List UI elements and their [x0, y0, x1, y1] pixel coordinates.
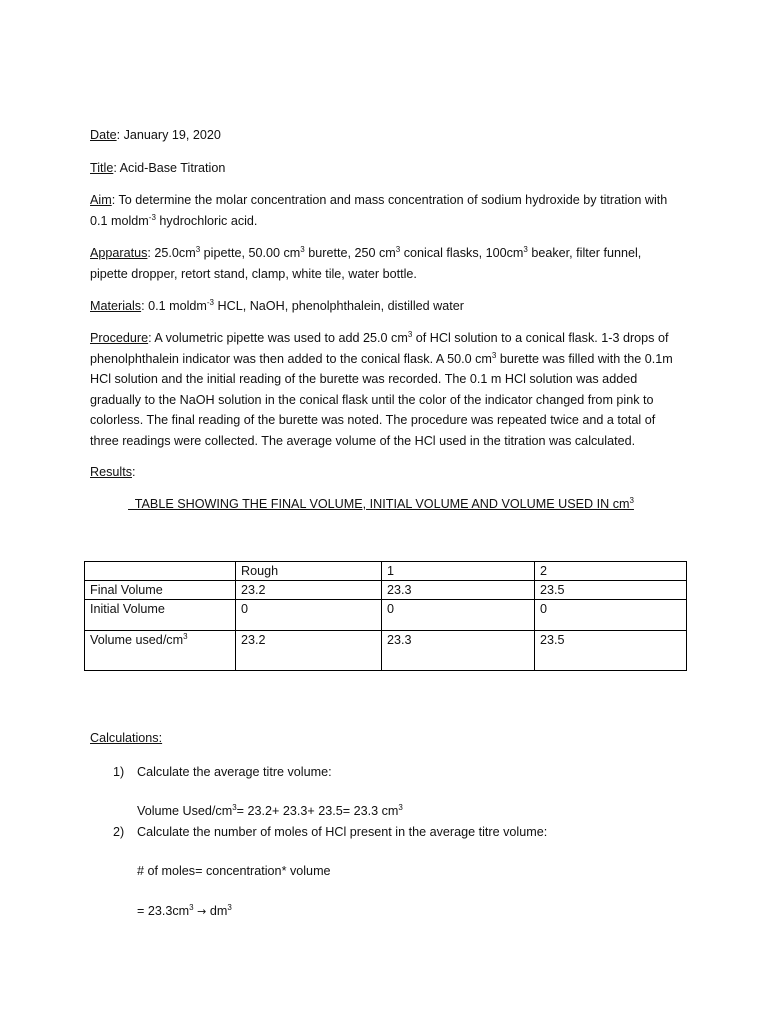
title-line [90, 158, 680, 179]
table-cell: 0 [236, 600, 382, 631]
table-cell: 23.2 [236, 631, 382, 671]
table-header-cell: 1 [382, 562, 535, 581]
aim-label: Aim [90, 193, 112, 207]
list-item-number: 2) [113, 825, 125, 839]
list-item-text: Calculate the average titre volume: [137, 765, 332, 779]
table-cell: 23.3 [382, 631, 535, 671]
table-row [85, 600, 687, 631]
row-label-initial-volume: Initial Volume [85, 600, 236, 631]
table-cell: 0 [535, 600, 687, 631]
apparatus-label: Apparatus [90, 246, 148, 260]
table-cell: 23.5 [535, 581, 687, 600]
calc-line-volume-used: Volume Used/$cm^3= 23.2+ 23.3+ 23.5= 23.3$ $cm^3$ [137, 803, 403, 818]
title-value: : Acid-Base Titration [113, 161, 226, 175]
table-cell: 23.5 [535, 631, 687, 671]
materials-paragraph: Materials: 0.1 moldm$^{-3}$ HCL, NaOH, phenolphthalein, distilled water [90, 298, 464, 313]
table-caption: TABLE SHOWING THE FINAL VOLUME, INITIAL VOLUME AND VOLUME USED IN $cm^3$ [128, 496, 634, 511]
table-row [85, 581, 687, 600]
calculations-heading: Calculations: [90, 731, 163, 745]
apparatus-paragraph: Apparatus: $25.0cm^3$ pipette, 50.00 $cm^3$ burette, 250 $cm^3$ conical flasks, $100cm^3$ beaker, filter funnel, pipette dropper, retort stand, clamp, white tile, water bottle. [90, 245, 642, 281]
materials-label: Materials [90, 299, 142, 313]
aim-paragraph: Aim: To determine the molar concentration and mass concentration of sodium hydroxide by titration with 0.1 moldm$^{-3}$ hydrochloric acid. [90, 193, 668, 228]
right-arrow-icon: → [197, 905, 207, 918]
results-label: Results [90, 465, 132, 479]
row-label-volume-used: Volume used/$cm^3$ [85, 631, 236, 671]
table-row [85, 631, 687, 671]
table-cell: 23.3 [382, 581, 535, 600]
table-cell: 0 [382, 600, 535, 631]
results-table [84, 561, 687, 671]
table-header-row [85, 562, 687, 581]
table-header-cell: Rough [236, 562, 382, 581]
calc-line-moles: # of moles= concentration* volume [137, 864, 331, 878]
date-label: Date [90, 128, 117, 142]
list-item-text: Calculate the number of moles of HCl present in the average titre volume: [137, 825, 548, 839]
procedure-paragraph: Procedure: A volumetric pipette was used to add 25.0 $cm^3$ of HCl solution to a conical flask. 1-3 drops of phenolphthalein indicator was then added to the conical flask. A 50.0 $cm^3$ burette was filled with the 0.1m HCl solution and the initial reading of the burette was recorded. The 0.1 m HCl solution was added gradually to the NaOH solution in the conical flask until the color of the indicator changed from pink to colorless. The final reading of the burette was noted. The procedure was repeated twice and a total of three readings were collected. The average volume of the HCl used in the titration was calculated. [90, 330, 673, 448]
list-item-number: 1) [113, 765, 125, 779]
calc-line-conversion: = $23.3cm^3 \to dm^3$ [137, 903, 232, 918]
procedure-label: Procedure [90, 331, 149, 345]
results-heading: Results: [90, 465, 136, 479]
title-label: Title [90, 161, 114, 175]
row-label-final-volume: Final Volume [85, 581, 236, 600]
table-header-cell [85, 562, 236, 581]
table-cell: 23.2 [236, 581, 382, 600]
date-line [90, 125, 680, 146]
table-header-cell: 2 [535, 562, 687, 581]
date-value: : January 19, 2020 [116, 128, 221, 142]
